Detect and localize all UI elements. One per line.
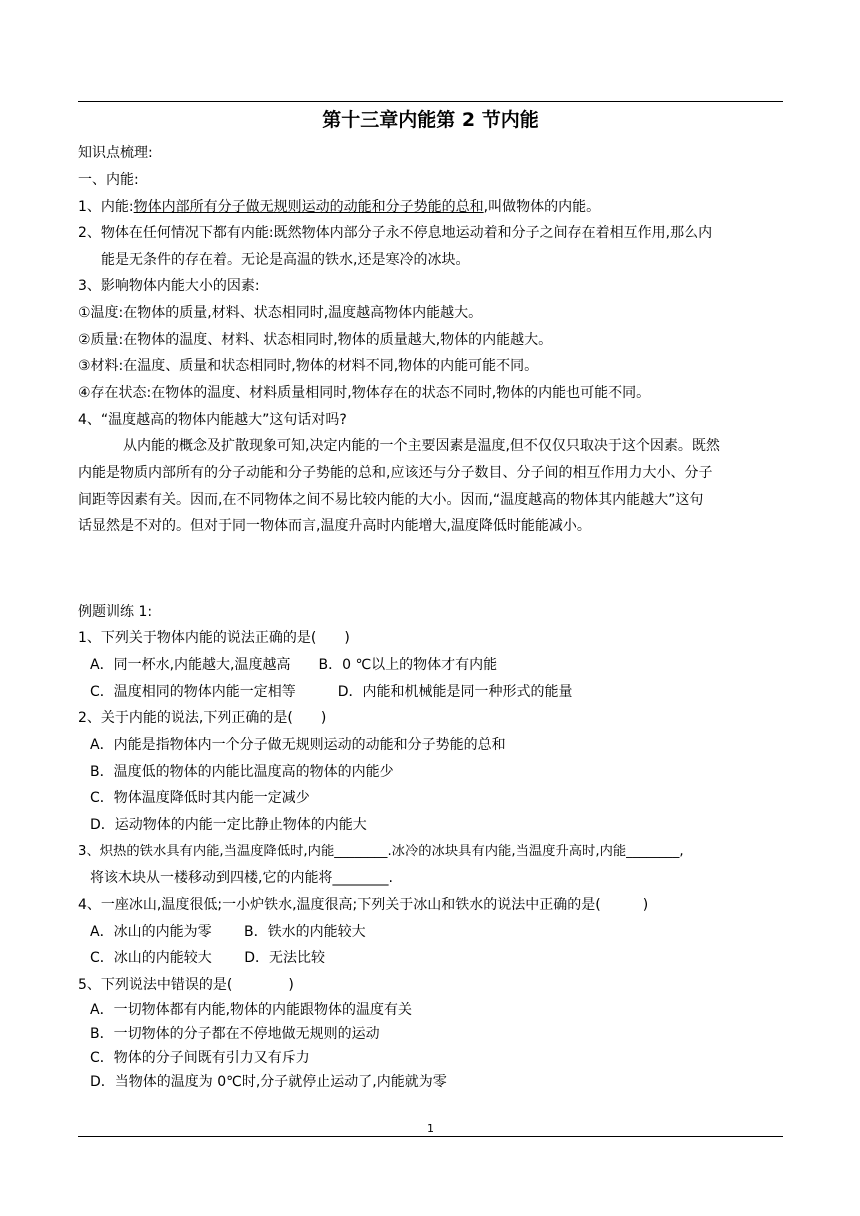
page-number: 1 <box>427 1122 434 1135</box>
question-2-option-c: C．物体温度降低时其内能一定减少 <box>90 790 310 806</box>
question-1: 1、下列关于物体内能的说法正确的是( ) <box>78 630 350 646</box>
question-5-option-b: B．一切物体的分子都在不停地做无规则的运动 <box>90 1026 380 1042</box>
point2-line1: 2、物体在任何情况下都有内能:既然物体内部分子永不停息地运动着和分子之间存在着相互作用,那么内 <box>78 225 713 241</box>
header-rule <box>78 101 783 102</box>
factor-state: ④存在状态:在物体的温度、材料质量相同时,物体存在的状态不同时,物体的内能也可能不同。 <box>78 385 651 401</box>
point4-answer-line2: 内能是物质内部所有的分子动能和分子势能的总和,应该还与分子数目、分子间的相互作用力大小、分子 <box>78 465 713 481</box>
factor-mass: ②质量:在物体的温度、材料、状态相同时,物体的质量越大,物体的内能越大。 <box>78 332 553 348</box>
point4-question: 4、“温度越高的物体内能越大”这句话对吗? <box>78 412 347 428</box>
point2-line2: 能是无条件的存在着。无论是高温的铁水,还是寒冷的冰块。 <box>101 252 470 268</box>
question-4-options-row2: C．冰山的内能较大 D．无法比较 <box>90 950 326 966</box>
page-title: 第十三章内能第 2 节内能 <box>322 109 539 131</box>
factor-material: ③材料:在温度、质量和状态相同时,物体的材料不同,物体的内能可能不同。 <box>78 358 539 374</box>
definition-line <box>78 197 600 217</box>
point4-answer-line4: 话显然是不对的。但对于同一物体而言,温度升高时内能增大,温度降低时能能减小。 <box>78 518 591 534</box>
question-4-options-row1: A．冰山的内能为零 B．铁水的内能较大 <box>90 924 366 940</box>
question-1-options-row2: C．温度相同的物体内能一定相等 D．内能和机械能是同一种形式的能量 <box>90 684 573 700</box>
question-3-line1: 3、炽热的铁水具有内能,当温度降低时,内能________.冰冷的冰块具有内能,当温度升高时,内能________, <box>78 844 684 859</box>
point4-answer-line3: 间距等因素有关。因而,在不同物体之间不易比较内能的大小。因而,“温度越高的物体其内能越大”这句 <box>78 492 704 508</box>
question-2-option-d: D．运动物体的内能一定比静止物体的内能大 <box>90 817 367 833</box>
question-1-options-row1: A．同一杯水,内能越大,温度越高 B．0 ℃以上的物体才有内能 <box>90 657 498 673</box>
question-5: 5、下列说法中错误的是( ) <box>78 977 294 993</box>
footer-rule <box>78 1136 783 1137</box>
definition-underlined: 物体内部所有分子做无规则运动的动能和分子势能的总和 <box>133 199 484 215</box>
point4-answer-line1: 从内能的概念及扩散现象可知,决定内能的一个主要因素是温度,但不仅仅只取决于这个因素。既然 <box>123 438 720 454</box>
question-5-option-d: D．当物体的温度为 0℃时,分子就停止运动了,内能就为零 <box>90 1074 447 1090</box>
question-4: 4、一座冰山,温度很低;一小炉铁水,温度很高;下列关于冰山和铁水的说法中正确的是( ) <box>78 897 649 913</box>
question-2-option-a: A．内能是指物体内一个分子做无规则运动的动能和分子势能的总和 <box>90 737 506 753</box>
definition-prefix: 1、内能: <box>78 199 134 215</box>
outline-heading: 知识点梳理: <box>78 145 153 161</box>
example-heading: 例题训练 1: <box>78 604 153 620</box>
section-heading: 一、内能: <box>78 172 139 188</box>
question-2-option-b: B．温度低的物体的内能比温度高的物体的内能少 <box>90 764 394 780</box>
factor-temperature: ①温度:在物体的质量,材料、状态相同时,温度越高物体内能越大。 <box>78 305 483 321</box>
question-2: 2、关于内能的说法,下列正确的是( ) <box>78 710 327 726</box>
question-3-line2: 将该木块从一楼移动到四楼,它的内能将________. <box>90 870 393 886</box>
definition-suffix: ,叫做物体的内能。 <box>483 199 601 215</box>
question-5-option-c: C．物体的分子间既有引力又有斥力 <box>90 1050 310 1066</box>
question-5-option-a: A．一切物体都有内能,物体的内能跟物体的温度有关 <box>90 1002 413 1018</box>
point3-heading: 3、影响物体内能大小的因素: <box>78 278 260 294</box>
